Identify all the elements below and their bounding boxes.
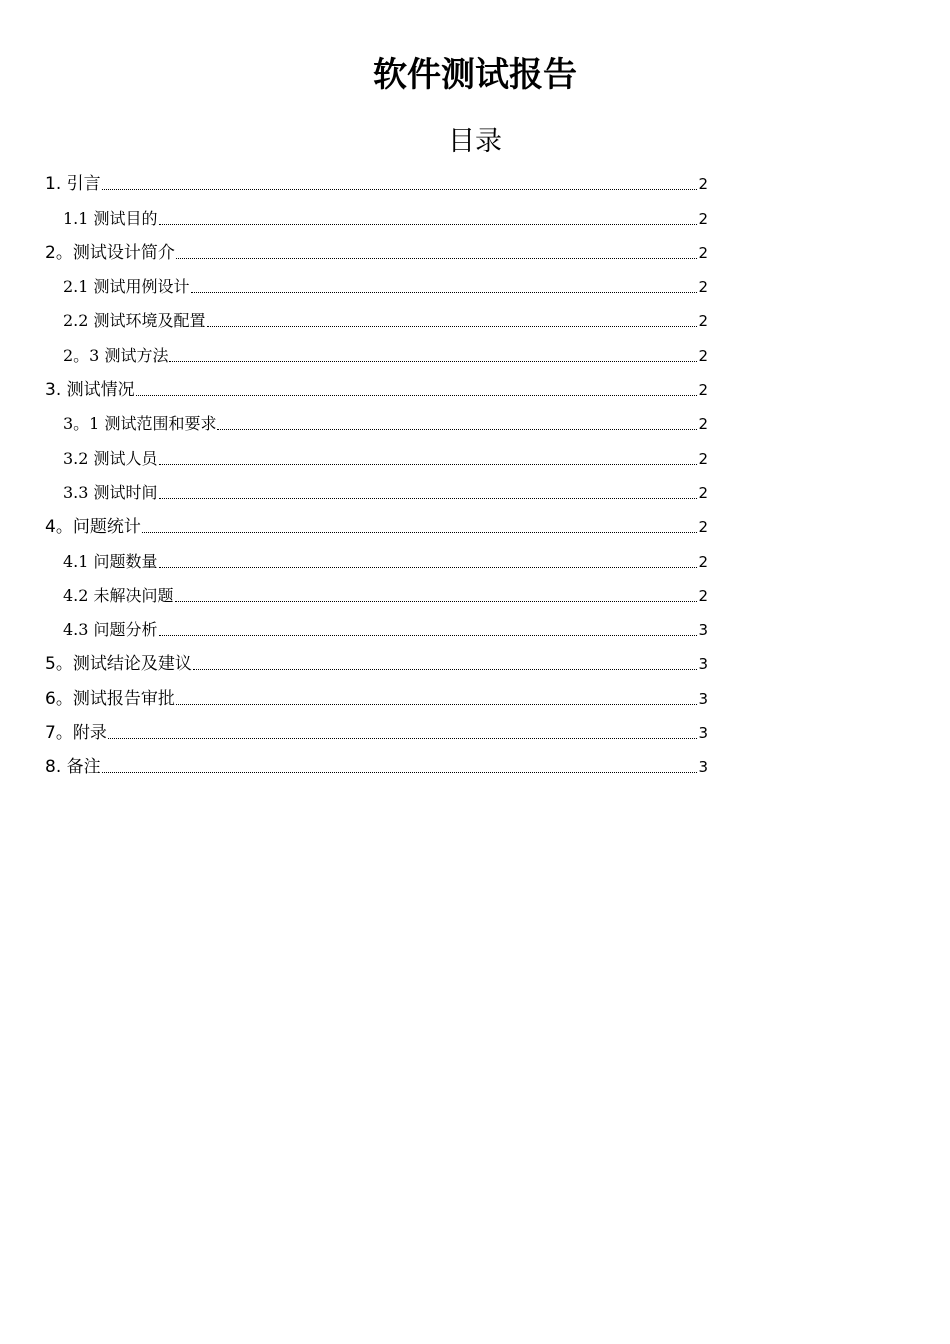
- toc-entry-label: 5。测试结论及建议: [45, 654, 192, 675]
- toc-dot-leader: [142, 532, 698, 533]
- toc-entry-page-number: 3: [698, 689, 708, 708]
- toc-entry-label: 8. 备注: [45, 757, 101, 778]
- toc-entry-label: 1. 引言: [45, 174, 101, 195]
- toc-entry[interactable]: [45, 680, 708, 714]
- toc-entry-label: 2。测试设计简介: [45, 242, 175, 263]
- toc-entry-page-number: 2: [698, 278, 708, 297]
- toc-entry-page-number: 3: [698, 724, 708, 743]
- toc-dot-leader: [159, 567, 698, 568]
- toc-entry[interactable]: [45, 200, 708, 234]
- toc-dot-leader: [102, 189, 698, 190]
- toc-entry-label: 3.2 测试人员: [63, 448, 158, 468]
- toc-dot-leader: [217, 429, 697, 430]
- toc-heading: 目录: [448, 126, 502, 157]
- toc-dot-leader: [159, 498, 698, 499]
- toc-entry[interactable]: [45, 269, 708, 303]
- toc-dot-leader: [193, 669, 698, 670]
- toc-entry-page-number: 2: [698, 415, 708, 434]
- toc-dot-leader: [176, 704, 698, 705]
- toc-entry[interactable]: [45, 166, 708, 200]
- toc-entry-label: 2.2 测试环境及配置: [63, 311, 206, 331]
- toc-entry[interactable]: [45, 612, 708, 646]
- toc-entry-label: 7。附录: [45, 723, 107, 744]
- toc-entry-page-number: 2: [698, 243, 708, 262]
- toc-entry-page-number: 3: [698, 655, 708, 674]
- toc-dot-leader: [159, 464, 698, 465]
- toc-entry[interactable]: [45, 646, 708, 680]
- toc-entry[interactable]: [45, 372, 708, 406]
- toc-dot-leader: [108, 738, 698, 739]
- toc-entry-page-number: 2: [698, 586, 708, 605]
- toc-dot-leader: [159, 635, 698, 636]
- toc-dot-leader: [159, 224, 698, 225]
- toc-entry-label: 4.1 问题数量: [63, 551, 158, 571]
- toc-entry[interactable]: [45, 543, 708, 577]
- toc-dot-leader: [169, 361, 697, 362]
- toc-entry-page-number: 2: [698, 483, 708, 502]
- toc-entry-label: 2.1 测试用例设计: [63, 277, 190, 297]
- toc-entry-label: 1.1 测试目的: [63, 208, 158, 228]
- toc-entry[interactable]: [45, 578, 708, 612]
- toc-entry[interactable]: [45, 440, 708, 474]
- toc-entry-page-number: 3: [698, 621, 708, 640]
- toc-entry-page-number: 2: [698, 518, 708, 537]
- toc-entry[interactable]: [45, 337, 708, 371]
- toc-entry-label: 3。1 测试范围和要求: [63, 414, 217, 434]
- toc-entry-label: 3. 测试情况: [45, 380, 135, 401]
- toc-entry-page-number: 2: [698, 449, 708, 468]
- table-of-contents: [45, 166, 708, 783]
- toc-entry[interactable]: [45, 475, 708, 509]
- toc-dot-leader: [191, 292, 698, 293]
- toc-entry[interactable]: [45, 303, 708, 337]
- toc-entry[interactable]: [45, 406, 708, 440]
- toc-entry-label: 6。测试报告审批: [45, 688, 175, 709]
- toc-entry-label: 4.2 未解决问题: [63, 585, 174, 605]
- toc-dot-leader: [175, 601, 698, 602]
- toc-dot-leader: [102, 772, 698, 773]
- toc-entry[interactable]: [45, 509, 708, 543]
- toc-dot-leader: [176, 258, 698, 259]
- toc-dot-leader: [136, 395, 698, 396]
- toc-dot-leader: [207, 326, 698, 327]
- toc-entry-label: 4.3 问题分析: [63, 620, 158, 640]
- toc-entry[interactable]: [45, 749, 708, 783]
- toc-entry-page-number: 2: [698, 312, 708, 331]
- toc-entry-label: 2。3 测试方法: [63, 345, 169, 365]
- toc-entry-page-number: 2: [698, 552, 708, 571]
- toc-entry-page-number: 3: [698, 758, 708, 777]
- toc-entry-page-number: 2: [698, 209, 708, 228]
- toc-entry-page-number: 2: [698, 381, 708, 400]
- toc-entry[interactable]: [45, 715, 708, 749]
- document-title: 软件测试报告: [373, 55, 577, 95]
- toc-entry-page-number: 2: [698, 175, 708, 194]
- toc-entry[interactable]: [45, 235, 708, 269]
- toc-entry-label: 3.3 测试时间: [63, 482, 158, 502]
- toc-entry-label: 4。问题统计: [45, 517, 141, 538]
- toc-entry-page-number: 2: [698, 346, 708, 365]
